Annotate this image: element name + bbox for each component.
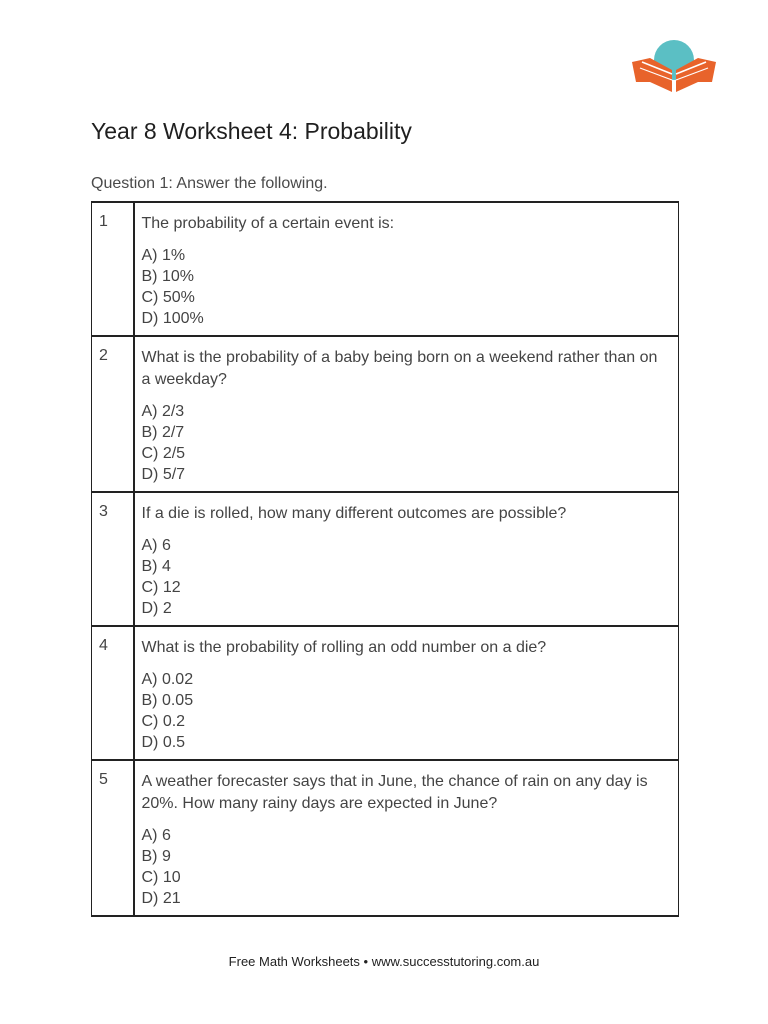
answer-option: A) 2/3 xyxy=(141,403,185,420)
page-footer: Free Math Worksheets • www.successtutoring.com.au xyxy=(228,954,540,969)
answer-option: D) 2 xyxy=(141,600,172,617)
question-text: The probability of a certain event is: xyxy=(141,215,395,232)
answer-option: C) 12 xyxy=(141,579,181,596)
question-number: 5 xyxy=(92,760,134,916)
answer-option: A) 1% xyxy=(141,247,186,264)
question-number: 2 xyxy=(92,336,134,492)
question-body xyxy=(134,202,679,336)
answer-option: D) 100% xyxy=(141,310,204,327)
question-row xyxy=(92,202,679,336)
answer-option: B) 9 xyxy=(141,848,171,865)
answer-option: D) 21 xyxy=(141,890,181,907)
questions-table xyxy=(91,201,679,917)
question-heading: Question 1: Answer the following. xyxy=(91,175,328,192)
question-number: 3 xyxy=(92,492,134,626)
answer-option: A) 6 xyxy=(141,827,171,844)
question-number: 1 xyxy=(92,202,134,336)
question-body xyxy=(134,760,679,916)
answer-option: D) 0.5 xyxy=(141,734,186,751)
answer-option: C) 2/5 xyxy=(141,445,186,462)
question-text: What is the probability of rolling an odd number on a die? xyxy=(141,639,547,656)
question-row xyxy=(92,626,679,760)
answer-option: B) 2/7 xyxy=(141,424,185,441)
question-body xyxy=(134,626,679,760)
question-row xyxy=(92,760,679,916)
answer-option: B) 0.05 xyxy=(141,692,194,709)
answer-option: C) 50% xyxy=(141,289,195,306)
answer-option: C) 10 xyxy=(141,869,181,886)
question-text: A weather forecaster says that in June, the chance of rain on any day is 20%. How many rainy days are expected in June? xyxy=(141,773,648,812)
answer-option: A) 6 xyxy=(141,537,171,554)
answer-option: B) 10% xyxy=(141,268,194,285)
question-row xyxy=(92,492,679,626)
page-title: Year 8 Worksheet 4: Probability xyxy=(91,118,412,144)
question-body xyxy=(134,492,679,626)
question-body xyxy=(134,336,679,492)
question-row xyxy=(92,336,679,492)
book-logo-icon xyxy=(630,36,718,94)
answer-option: A) 0.02 xyxy=(141,671,194,688)
answer-option: B) 4 xyxy=(141,558,171,575)
question-text: If a die is rolled, how many different outcomes are possible? xyxy=(141,505,567,522)
question-number: 4 xyxy=(92,626,134,760)
question-text: What is the probability of a baby being born on a weekend rather than on a weekday? xyxy=(141,349,658,388)
answer-option: D) 5/7 xyxy=(141,466,186,483)
answer-option: C) 0.2 xyxy=(141,713,186,730)
